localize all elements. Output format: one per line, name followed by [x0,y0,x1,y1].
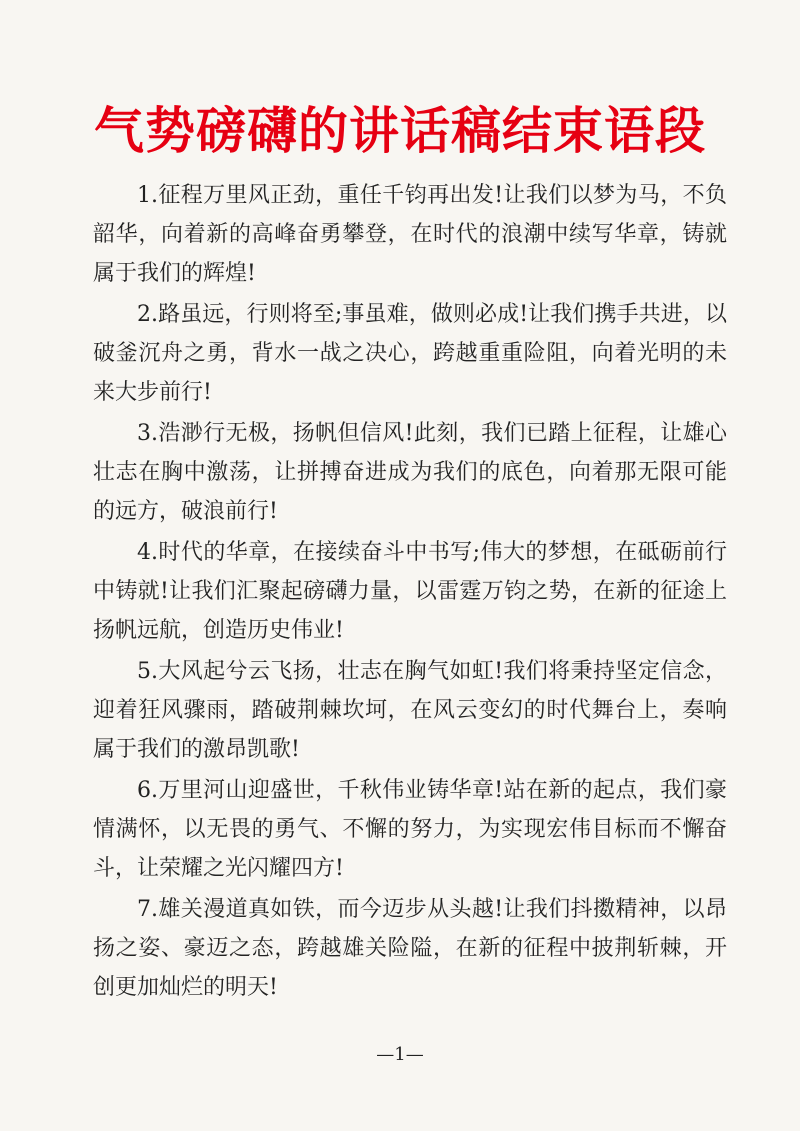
paragraph-5: 5.大风起兮云飞扬，壮志在胸气如虹!我们将秉持坚定信念，迎着狂风骤雨，踏破荆棘坎坷，在风云变幻的时代舞台上，奏响属于我们的激昂凯歌! [93,659,727,762]
document-title: 气势磅礴的讲话稿结束语段 [94,101,706,160]
paragraph-4: 4.时代的华章，在接续奋斗中书写;伟大的梦想，在砥砺前行中铸就!让我们汇聚起磅礴力量，以雷霆万钧之势，在新的征途上扬帆远航，创造历史伟业! [93,540,727,643]
page-number: —1— [376,1044,424,1065]
document-body [93,176,727,1009]
paragraph-7: 7.雄关漫道真如铁，而今迈步从头越!让我们抖擞精神，以昂扬之姿、豪迈之态，跨越雄关险隘，在新的征程中披荆斩棘，开创更加灿烂的明天! [93,897,727,1000]
paragraph-6: 6.万里河山迎盛世，千秋伟业铸华章!站在新的起点，我们豪情满怀，以无畏的勇气、不懈的努力，为实现宏伟目标而不懈奋斗，让荣耀之光闪耀四方! [93,778,727,881]
paragraph-2: 2.路虽远，行则将至;事虽难，做则必成!让我们携手共进，以破釜沉舟之勇，背水一战之决心，跨越重重险阻，向着光明的未来大步前行! [93,302,727,405]
paragraph-3: 3.浩渺行无极，扬帆但信风!此刻，我们已踏上征程，让雄心壮志在胸中激荡，让拼搏奋进成为我们的底色，向着那无限可能的远方，破浪前行! [93,421,727,524]
paragraph-1: 1.征程万里风正劲，重任千钧再出发!让我们以梦为马，不负韶华，向着新的高峰奋勇攀登，在时代的浪潮中续写华章，铸就属于我们的辉煌! [93,183,727,286]
